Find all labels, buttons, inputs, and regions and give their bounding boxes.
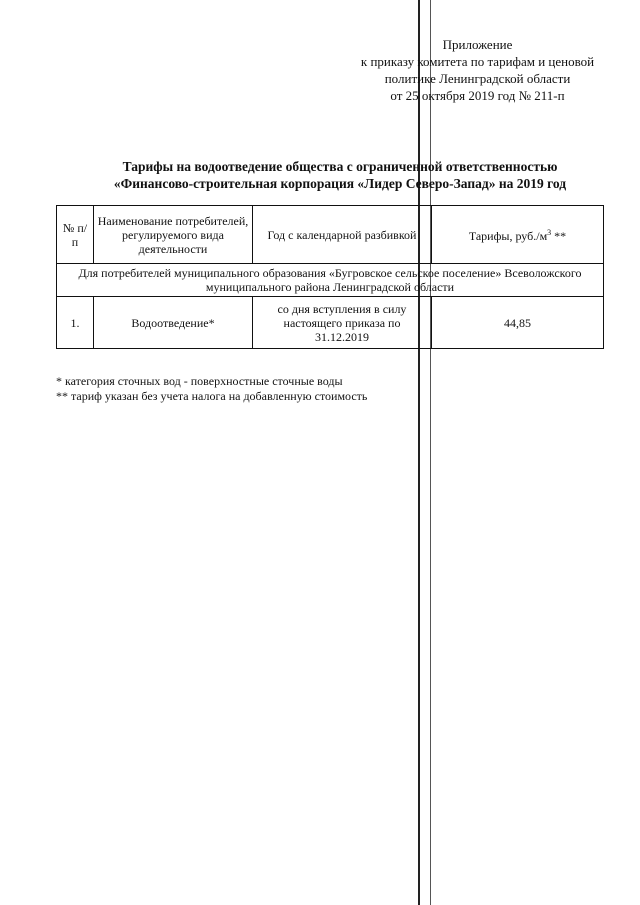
- appendix-date: от 25 октября 2019 год № 211-п: [390, 88, 565, 103]
- title-line-2: «Финансово-строительная корпорация «Лидер Северо-Запад» на 2019 год: [113, 176, 567, 191]
- table-group-row: [57, 264, 604, 297]
- appendix-order-ref: к приказу комитета по тарифам и ценовой: [360, 54, 595, 69]
- header-name: Наименование потребителей, регулируемого вида деятельности: [94, 206, 253, 264]
- appendix-authority: политике Ленинградской области: [384, 71, 571, 86]
- appendix-block: [340, 36, 615, 104]
- row-tariff: 44,85: [432, 297, 604, 349]
- appendix-label: Приложение: [442, 37, 513, 52]
- tariff-table: [56, 205, 604, 349]
- scan-artifact-line-thin: [430, 0, 431, 905]
- header-num: № п/п: [57, 206, 94, 264]
- title-line-1: Тарифы на водоотведение общества с ограниченной ответственностью: [122, 159, 558, 174]
- header-tariff-sup: 3: [547, 228, 552, 237]
- header-tariff-text: Тарифы, руб./м: [468, 229, 548, 243]
- header-tariff: [432, 206, 604, 264]
- row-num: 1.: [57, 297, 94, 349]
- footnotes: [56, 374, 576, 404]
- footnote-2: ** тариф указан без учета налога на добавленную стоимость: [56, 389, 368, 403]
- row-period: со дня вступления в силу настоящего приказа по 31.12.2019: [253, 297, 432, 349]
- document-title: [60, 158, 620, 192]
- table-header-row: [57, 206, 604, 264]
- footnote-1: * категория сточных вод - поверхностные сточные воды: [56, 374, 343, 388]
- row-name: Водоотведение*: [94, 297, 253, 349]
- header-tariff-suffix: **: [551, 229, 567, 243]
- scan-artifact-line: [418, 0, 420, 905]
- group-label: Для потребителей муниципального образования «Бугровское сельское поселение» Всеволожского муниципального района Ленинградской области: [57, 264, 604, 297]
- header-year: Год с календарной разбивкой: [253, 206, 432, 264]
- table-row: [57, 297, 604, 349]
